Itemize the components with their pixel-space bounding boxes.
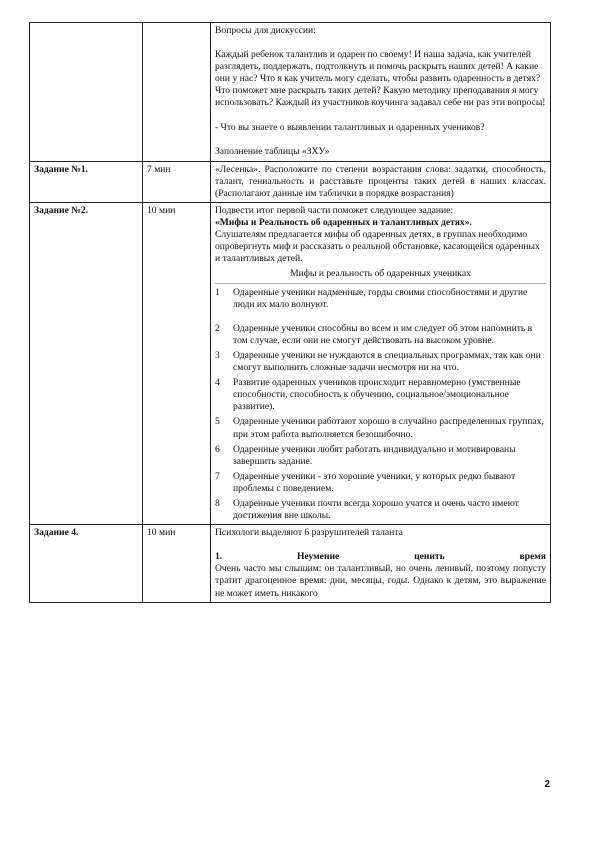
task-label: Задание 4. [34, 527, 79, 539]
list-item: 2 Одаренные ученики способны во всем и им следует об этом напомнить в том случае, если они не смогут действовать на высоком уровне. [215, 322, 533, 346]
table-fill-note: Заполнение таблицы «ЗХУ» [215, 145, 330, 157]
task-time: 7 мин [147, 163, 171, 175]
list-item: 5 Одаренные ученики работают хорошо в случайно распределенных группах, при этом работа выполняется безошибочно. [215, 416, 544, 440]
myths-list [215, 287, 546, 523]
task-description: «Лесенка». Расположите по степени возрастания слова: задатки, способность, талант, гениальность и расставьте проценты таких детей в наших классах. (Располагают данные им таблички в порядке возрастания) [215, 163, 546, 199]
discussion-heading: Вопросы для дискуссии: [215, 25, 316, 36]
task-time: 10 мин [147, 527, 176, 539]
task-label-cell [30, 525, 143, 602]
discussion-question: - Что вы знаете о выявлении талантливых и одаренных учеников? [215, 121, 485, 133]
task-label: Задание №1. [34, 163, 89, 175]
myths-table-title: Мифы и реальность об одаренных учениках [215, 268, 546, 284]
content-cell [211, 525, 551, 602]
section-text: Очень часто мы слышим: он талантливый, но очень ленивый, поэтому попусту тратит драгоценное время: дни, месяцы, годы. Однако к детям, это выражение не может иметь никакого [215, 563, 546, 599]
task-description: Слушателям предлагается мифы об одаренных детях, в группах необходимо опровергнуть миф и рассказать о реальной обстановке, касающейся одаренных и талантливых детей. [215, 229, 540, 265]
table-row [30, 525, 551, 602]
task-bold-title: «Мифы и Реальность об одаренных и талантливых детях». [215, 217, 472, 229]
page-number: 2 [544, 779, 550, 790]
task-label-cell [30, 203, 143, 525]
list-item: 8 Одаренные ученики почти всегда хорошо учатся и очень часто имеют достижения вне школы. [215, 498, 519, 522]
list-item: 1 Одаренные ученики надменные, горды своими способностями и другие люди их мало волнуют. [215, 286, 528, 310]
content-cell [211, 23, 551, 162]
table-row [30, 23, 551, 162]
table-row [30, 203, 551, 525]
section-heading: 1. Неумение ценить время [215, 551, 546, 563]
table-row [30, 161, 551, 202]
task-label-cell [30, 161, 143, 202]
list-item: 7 Одаренные ученики - это хорошие ученики, у которых редко бывают проблемы с поведением. [215, 470, 516, 494]
task-intro: Подвести итог первой части поможет следующее задание: [215, 205, 454, 217]
list-item: 4 Развитие одаренных учеников происходит неравномерно (умственные способности, способность к обучению, социальное/эмоциональное развитие). [215, 377, 521, 413]
content-cell [211, 161, 551, 202]
discussion-paragraph: Каждый ребенок талантлив и одарен по своему! И наша задача, как учителей разглядеть, поддержать, подтолкнуть и помочь раскрыть наших детей! А какие они у нас? Что я как учитель могу сделать, чтобы развить одаренность в детях? Что поможет мне раскрыть таких детей? Какую методику преподавания я могу использовать? Каждый из участников коучинга задавал себе ни раз эти вопросы! [215, 49, 546, 109]
time-cell [143, 161, 211, 202]
time-cell [143, 203, 211, 525]
list-item: 3 Одаренные ученики не нуждаются в специальных программах, так как они смогут выполнить сложные задачи несмотря ни на что. [215, 349, 541, 374]
task-label: Задание №2. [34, 205, 89, 217]
list-item: 6 Одаренные ученики любят работать индивидуально и мотивированы завершить задание. [215, 443, 516, 467]
lesson-plan-table [29, 22, 551, 603]
task-label-cell [30, 23, 143, 162]
task-intro: Психологи выделяют 6 разрушителей таланта [215, 527, 403, 539]
task-time: 10 мин [147, 205, 176, 217]
time-cell [143, 23, 211, 162]
content-cell [211, 203, 551, 525]
time-cell [143, 525, 211, 602]
